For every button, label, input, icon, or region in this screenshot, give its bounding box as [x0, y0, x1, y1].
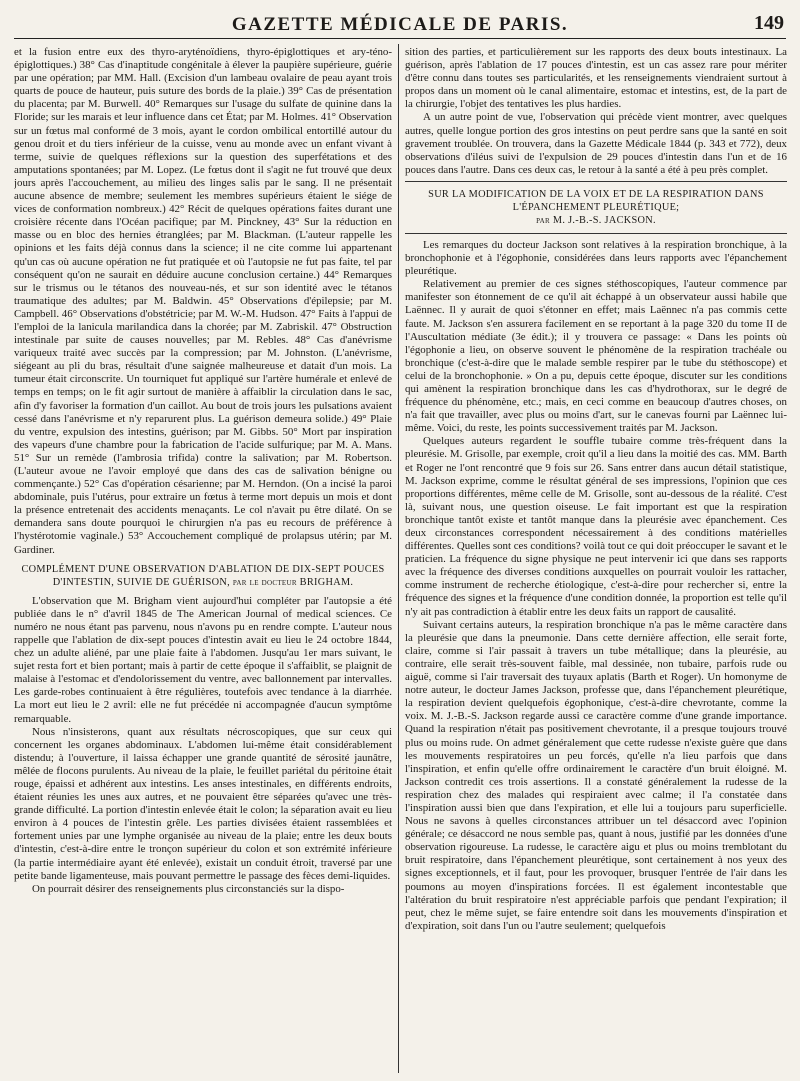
- article-paragraph: A un autre point de vue, l'observation qui précède vient montrer, avec quelques autres, quelle longue portion des gros intestins on peut perdre sans que la santé en soit gravement troublée. On trouvera, dans la Gazette Médicale 1844 (p. 343 et 772), deux observations d'iléus suivi de l'expulsion de 29 pouces d'intestin dans l'un et de 16 pouces dans l'autre. Dans ces deux cas, le retour à la santé a été à peu près complet.: [405, 111, 787, 176]
- page-header: [14, 12, 786, 39]
- article-paragraph: Relativement au premier de ces signes stéthoscopiques, l'auteur commence par manifester son étonnement de ce qu'il ait échappé à un observateur aussi habile que Laënnec. Il y aurait de quoi s'étonner en effet; mais Laënnec n'a pas commis cette faute. M. Jackson s'en assurera facilement en se reportant à la page 320 du tome II de l'Auscultation médiate (3e édit.); il y trouvera ce passage: « Dans les points où l'égophonie a lieu, on observe souvent le phénomène de la respiration trachéale ou bronchique (c'est-à-dire que le malade semble respirer par le tube du stéthoscope) et celui de la bronchophonie. » On a pu, depuis cette époque, discuter sur les conditions qui amènent la respiration bronchique dans les cas d'hydrothorax, sur le degré de fréquence du phénomène, etc.; mais, en ceci comme en beaucoup d'autres choses, on n'a fait que travailler, avec plus ou moins d'art, sur le canevas fourni par Laënnec lui-même. Voici, du reste, les points successivement traités par M. Jackson.: [405, 278, 787, 435]
- journal-title: GAZETTE MÉDICALE DE PARIS.: [231, 14, 569, 35]
- heading-line: COMPLÉMENT D'UNE OBSERVATION D'ABLATION DE DIX-SEPT POUCES: [21, 563, 385, 575]
- section-rule: [405, 233, 787, 234]
- article-paragraph: Suivant certains auteurs, la respiration bronchique n'a pas le même caractère dans la pleurésie que dans la pneumonie. Dans cette dernière affection, elle serait forte, claire, comme si l'air passait à travers un tube métallique; dans la pleurésie, au contraire, elle serait très-souvent faible, mal dessinée, non tubaire, parfois rude ou aiguë, comme si l'air traversait des tuyaux aplatis (Barth et Roger). Un homonyme de notre auteur, le docteur James Jackson, professe que, dans l'épanchement pleurétique, la respiration devient quelquefois égophonique, c'est-à-dire chevrotante, comme la voix. M. J.-B.-S. Jackson regarde aussi ce caractère comme d'une grande importance. Quand la respiration n'était pas positivement chevrotante, il a presque toujours trouvé plus ou moins rude. On admet généralement que cette rudesse n'existe guère que dans les mouvements respiratoires un peu forcés, qu'elle n'a lieu parfois que dans l'inspiration, et enfin qu'elle offre ordinairement le caractère d'un bruit éloigné. M. Jackson contredit ces trois assertions. Il a constaté généralement la rudesse de la respiration chez des malades qui respiraient avec calme; il l'a constatée dans l'inspiration aussi bien que dans l'expiration, et elle lui a toujours paru superficielle. Nous ne savons à quelles circonstances attribuer un tel désaccord avec l'opinion générale; ce désaccord ne nous semble pas, quant à nous, justifié par les données d'une observation rigoureuse. La rudesse, le caractère aigu et plus ou moins tremblotant du bruit respiratoire, dans l'épanchement pleurétique, sont certainement à nos yeux des signes exceptionnels, et il faut, pour les provoquer, brusquer l'entrée de l'air dans les poumons au moyen d'inspirations forcées. Il est également incontestable que l'altération du bruit respiratoire n'est appréciable parfois que pendant l'expiration; il peut, chez le même sujet, se faire entendre soit dans les mouvements d'inspiration et d'expiration, soit dans l'un ou l'autre seulement; quelquefois: [405, 618, 787, 932]
- column-divider: [398, 44, 399, 1073]
- section-heading-jackson: [405, 188, 787, 227]
- heading-line: D'INTESTIN, SUIVIE DE GUÉRISON, par le docteur BRIGHAM.: [52, 576, 354, 588]
- heading-line: SUR LA MODIFICATION DE LA VOIX ET DE LA RESPIRATION DANS L'ÉPANCHEMENT PLEURÉTIQUE;: [428, 188, 764, 213]
- article-paragraph: Les remarques du docteur Jackson sont relatives à la respiration bronchique, à la bronchophonie et à l'égophonie, considérées dans leurs rapports avec l'épanchement pleurétique.: [405, 238, 787, 278]
- article-paragraph: On pourrait désirer des renseignements plus circonstanciés sur la dispo-: [32, 882, 345, 895]
- article-paragraph: Nous n'insisterons, quant aux résultats nécroscopiques, que sur ceux qui concernent les organes abdominaux. L'abdomen lui-même était considérablement distendu; à l'ouverture, il laissa échapper une grande quantité de sérosité jaunâtre, mêlée de flocons purulents. Au niveau de la plaie, le feuillet pariétal du péritoine était rouge, épaissi et adhérent aux intestins. Les anses intestinales, en différents endroits, étaient réunies les unes aux autres, et ne pouvaient être séparées qu'avec une très-grande difficulté. La portion d'intestin enlevée était le colon; la séparation avait eu lieu environ à 4 pouces de l'intestin grêle. Les parties divisées étaient rassemblées et fortement unies par une lymphe organisée au niveau de la plaie; entre les deux bouts d'intestin, c'est-à-dire entre le tronçon supérieur du colon et son extrémité inférieure (la partie intermédiaire ayant été enlevée), existait un conduit étroit, traversé par une petite bande ligamenteuse, mais pouvant permettre le passage des fèces demi-liquides.: [14, 725, 392, 882]
- section-rule: [405, 181, 787, 182]
- right-column: [405, 46, 787, 1075]
- article-paragraph: et la fusion entre eux des thyro-aryténoïdiens, thyro-épiglottiques et ary-téno-épiglottiques.) 38° Cas d'inaptitude congénitale à élever la paupière supérieure, guérie par une opération; par MM. Hall. (Excision d'un lambeau ovalaire de peau ayant trois quarts de pouce de hauteur, puis suture des bords de la plaie.) 39° Cas de présentation du placenta; par M. Burwell. 40° Remarques sur l'usage du sulfate de quinine dans la Floride; sur les marais et leur influence dans cet État; par M. Holmes. 41° Observation sur un fœtus mal conformé de 3 mois, ayant le cordon ombilical entortillé autour du genou droit et du tiers inférieur de la cuisse, venu au monde avec un enfant vivant à terme, suivie de quelques réflexions sur la question des superfétations et des amputations spontanées; par M. Lopez. (Le fœtus dont il s'agit ne fut trouvé que deux jours après l'accouchement, au milieu des linges salis par le sang. Il ne présentait aucune absence de membre; seulement les membres supérieurs étaient le siége de vices de conformation nombreux.) 42° Récit de quelques opérations faites durant une croisière récente dans l'Océan pacifique; par M. Pinckney, 43° Sur la réduction en masse ou en bloc des hernies étranglées; par M. Blackman. (L'auteur rappelle les opinions et les faits déjà connus dans la science; il ne cite comme lui appartenant qu'un cas où aucune opération ne fut pratiquée et où l'autopsie ne fut pas faite, tel par conséquent qu'on ne saurait en déduire aucune conclusion certaine.) 44° Remarques sur le trismus ou le tétanos des nouveau-nés, et sur son identité avec le tétanos traumatique des adultes; par M. Baldwin. 45° Observations d'épilepsie; par M. Campbell. 46° Observations d'obstétricie; par M. W.-M. Hudson. 47° Faits à l'appui de l'emploi de la lanicula marilandica dans la chorée; par M. Zabriskil. 47° Obstruction intestinale par suite de causes nouvelles; par M. Rebles. 48° Cas d'anévrisme variqueux traité avec succès par la compression; par M. Johnston. (L'anévrisme, siégeant au pli du bras, résultait d'une saignée malheureuse et datait d'un mois. La tumeur était circonscrite. Un tourniquet fut appliqué sur l'artère humérale et enlevé de temps en temps; on le fit agir surtout de manière à affaiblir la circulation dans le sac, afin d'y favoriser la formation d'un caillot. Au bout de trois jours les pulsations avaient cessé dans l'anévrisme et n'y reparurent plus. La guérison demeura solide.) 49° Plaie du ventre, expulsion des intestins, guérison; par M. Gibbs. 50° Mort par inspiration des vapeurs d'une chambre pour la fabrication de l'acide sulfurique; par M. A. Mans. 51° Sur un remède (l'ambrosia trifida) contre la salivation; par M. Robertson. (L'auteur avoue ne l'avoir employé que dans des cas de salivation bénigne ou commençante.) 52° Cas d'opération césarienne; par M. Herndon. (On a incisé la paroi abdominale, puis l'utérus, pour extraire un fœtus à terme mort depuis un mois et dont la présence entretenait des accidents menaçants. Le col n'avait pu être dilaté. On se demandera sans doute pourquoi le chirurgien n'a pas eu recours de préférence à l'hystérotomie vaginale.) 53° Accouchement compliqué de prolapsus utérin; par M. Gardiner.: [14, 46, 392, 556]
- article-paragraph: L'observation que M. Brigham vient aujourd'hui compléter par l'autopsie a été publiée dans le n° d'avril 1845 de The American Journal of medical sciences. Ce numéro ne nous étant pas parvenu, nous n'avons pu en rendre compte. L'auteur nous rappelle que l'ablation de dix-sept pouces d'intestin avait eu lieu le 24 octobre 1844, chez un adulte aliéné, par une plaie faite à l'abdomen. Jusqu'au 1er mars suivant, le sujet resta fort et bien portant; mais à partir de cette époque il s'affaiblit, se plaignit de malaise à l'estomac et d'endolorissement du ventre, avec ballonnement par intervalles. Les garde-robes continuaient à être régulières, toutefois avec tendance à la diarrhée. La mort eut lieu le 2 avril: elle ne fut précédée ni accompagnée d'aucun symptôme remarquable.: [14, 594, 392, 725]
- article-paragraph: Quelques auteurs regardent le souffle tubaire comme très-fréquent dans la pleurésie. M. Grisolle, par exemple, croit qu'il a lieu dans la moitié des cas. MM. Barth et Roger ne l'ont rencontré que 9 fois sur 26. Sans entrer dans aucun détail statistique, M. Jackson exprime, comme le résultat général de ses impressions, l'opinion que ces proportions différentes, même celle de M. Grisolle, sont au-dessous de la réalité. C'est là, suivant nous, une question oiseuse. Le fait important est que la respiration bronchique tantôt existe et tantôt manque dans la pleurésie avec épanchement. Ces deux circonstances correspondent nécessairement à des conditions matérielles différentes. Quelles sont ces conditions? voilà tout ce qui doit préoccuper le savant et le praticien. La fréquence du signe physique ne peut intervenir ici que dans ses rapports avec la fréquence des diverses conditions auxquelles on pourrait vouloir les rattacher, comme instrument de recherche étiologique, c'est-à-dire pour rechercher si, entre la fréquence des signes et la fréquence d'une condition donnée, la proportion est telle qu'il n'y ait pas contradiction à établir entre les deux faits un rapport de causalité.: [405, 435, 787, 618]
- left-column: [14, 46, 392, 1075]
- heading-line: par M. J.-B.-S. JACKSON.: [536, 214, 656, 226]
- section-heading-brigham: [14, 563, 392, 589]
- article-paragraph: sition des parties, et particulièrement sur les rapports des deux bouts intestinaux. La guérison, après l'ablation de 17 pouces d'intestin, est un cas assez rare pour mériter d'être connu dans toutes ses particularités, et les renseignements viendraient surtout à propos dans un moment où le canal alimentaire, estomac et intestins, est, de la part de la chirurgie, l'objet des tentatives les plus hardies.: [405, 46, 787, 111]
- page-number: 149: [754, 12, 784, 34]
